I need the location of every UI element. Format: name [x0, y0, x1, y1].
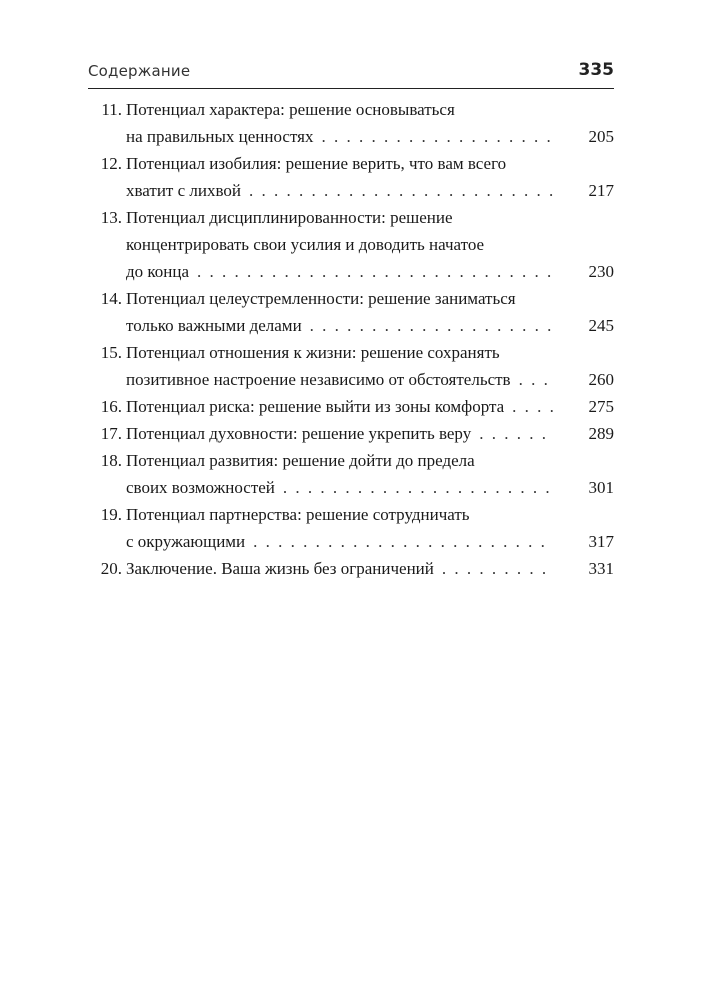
- running-title: Содержание: [88, 62, 191, 80]
- toc-entry-final-line: [126, 555, 558, 582]
- toc-entry: [88, 150, 614, 204]
- toc-entry-title-line: Потенциал духовности: решение укрепить веру: [126, 424, 472, 443]
- toc-entry-number: 20.: [100, 559, 122, 578]
- toc-entry-final-line: [126, 366, 558, 393]
- dot-leader: [249, 177, 554, 204]
- page-number: 335: [578, 60, 614, 80]
- dot-leader: [322, 123, 555, 150]
- toc-entry-page: 331: [588, 559, 614, 578]
- toc-entry-title-line: Потенциал партнерства: решение сотрудничать: [126, 505, 470, 524]
- toc-entry-page: 230: [588, 262, 614, 281]
- toc-entry-final-line: [126, 312, 558, 339]
- toc-entry-number: 16.: [100, 397, 122, 416]
- toc-entry: [88, 96, 614, 150]
- toc-entry-title-line: хватит с лихвой: [126, 181, 241, 200]
- toc-entry-title-line: Потенциал риска: решение выйти из зоны комфорта: [126, 397, 505, 416]
- dot-leader: [519, 366, 554, 393]
- toc-entry-title-line: Потенциал характера: решение основываться: [126, 100, 455, 119]
- toc-entry-title-line: своих возможностей: [126, 478, 275, 497]
- toc-entry-page: 217: [588, 181, 614, 200]
- toc-entry-page: 260: [588, 370, 614, 389]
- toc-entry-page: 317: [588, 532, 614, 551]
- toc-entry-number: 15.: [100, 343, 122, 362]
- toc-entry: [88, 393, 614, 420]
- toc-entry-title-line: Потенциал дисциплинированности: решение: [126, 208, 453, 227]
- dot-leader: [197, 258, 554, 285]
- toc-entry: [88, 501, 614, 555]
- toc-entry: [88, 339, 614, 393]
- toc-entry-final-line: [126, 123, 558, 150]
- dot-leader: [310, 312, 554, 339]
- toc-entry-number: 19.: [100, 505, 122, 524]
- toc-entry-title-line: Потенциал развития: решение дойти до предела: [126, 451, 475, 470]
- toc-entry-title-line: на правильных ценностях: [126, 127, 314, 146]
- toc-entry-page: 245: [588, 316, 614, 335]
- toc-entry: [88, 285, 614, 339]
- toc-entry-page: 205: [588, 127, 614, 146]
- toc-entry-title-line: концентрировать свои усилия и доводить начатое: [126, 235, 485, 254]
- table-of-contents: [88, 96, 614, 582]
- toc-entry-title-line: Потенциал целеустремленности: решение заниматься: [126, 289, 516, 308]
- toc-entry-title-line: Заключение. Ваша жизнь без ограничений: [126, 559, 434, 578]
- toc-entry-title-line: до конца: [126, 262, 190, 281]
- toc-entry-page: 289: [588, 424, 614, 443]
- toc-entry-title-line: Потенциал отношения к жизни: решение сохранять: [126, 343, 500, 362]
- toc-entry-final-line: [126, 528, 558, 555]
- toc-entry-number: 11.: [101, 100, 122, 119]
- header-rule: [88, 88, 614, 89]
- toc-entry-final-line: [126, 393, 558, 420]
- toc-entry-final-line: [126, 420, 558, 447]
- toc-entry-number: 14.: [100, 289, 122, 308]
- toc-entry-number: 12.: [100, 154, 122, 173]
- toc-entry: [88, 447, 614, 501]
- toc-entry-page: 301: [588, 478, 614, 497]
- dot-leader: [283, 474, 554, 501]
- toc-entry: [88, 420, 614, 447]
- toc-entry: [88, 555, 614, 582]
- toc-entry: [88, 204, 614, 285]
- toc-entry-title-line: с окружающими: [126, 532, 246, 551]
- toc-entry-page: 275: [588, 397, 614, 416]
- dot-leader: [479, 420, 554, 447]
- toc-entry-number: 13.: [100, 208, 122, 227]
- dot-leader: [253, 528, 554, 555]
- dot-leader: [512, 393, 554, 420]
- toc-entry-title-line: Потенциал изобилия: решение верить, что вам всего: [126, 154, 507, 173]
- dot-leader: [442, 555, 554, 582]
- toc-entry-final-line: [126, 177, 558, 204]
- toc-entry-title-line: позитивное настроение независимо от обстоятельств: [126, 370, 511, 389]
- toc-entry-title-line: только важными делами: [126, 316, 302, 335]
- toc-entry-number: 18.: [100, 451, 122, 470]
- toc-entry-final-line: [126, 258, 558, 285]
- toc-entry-number: 17.: [100, 424, 122, 443]
- toc-entry-final-line: [126, 474, 558, 501]
- running-header: [88, 58, 614, 88]
